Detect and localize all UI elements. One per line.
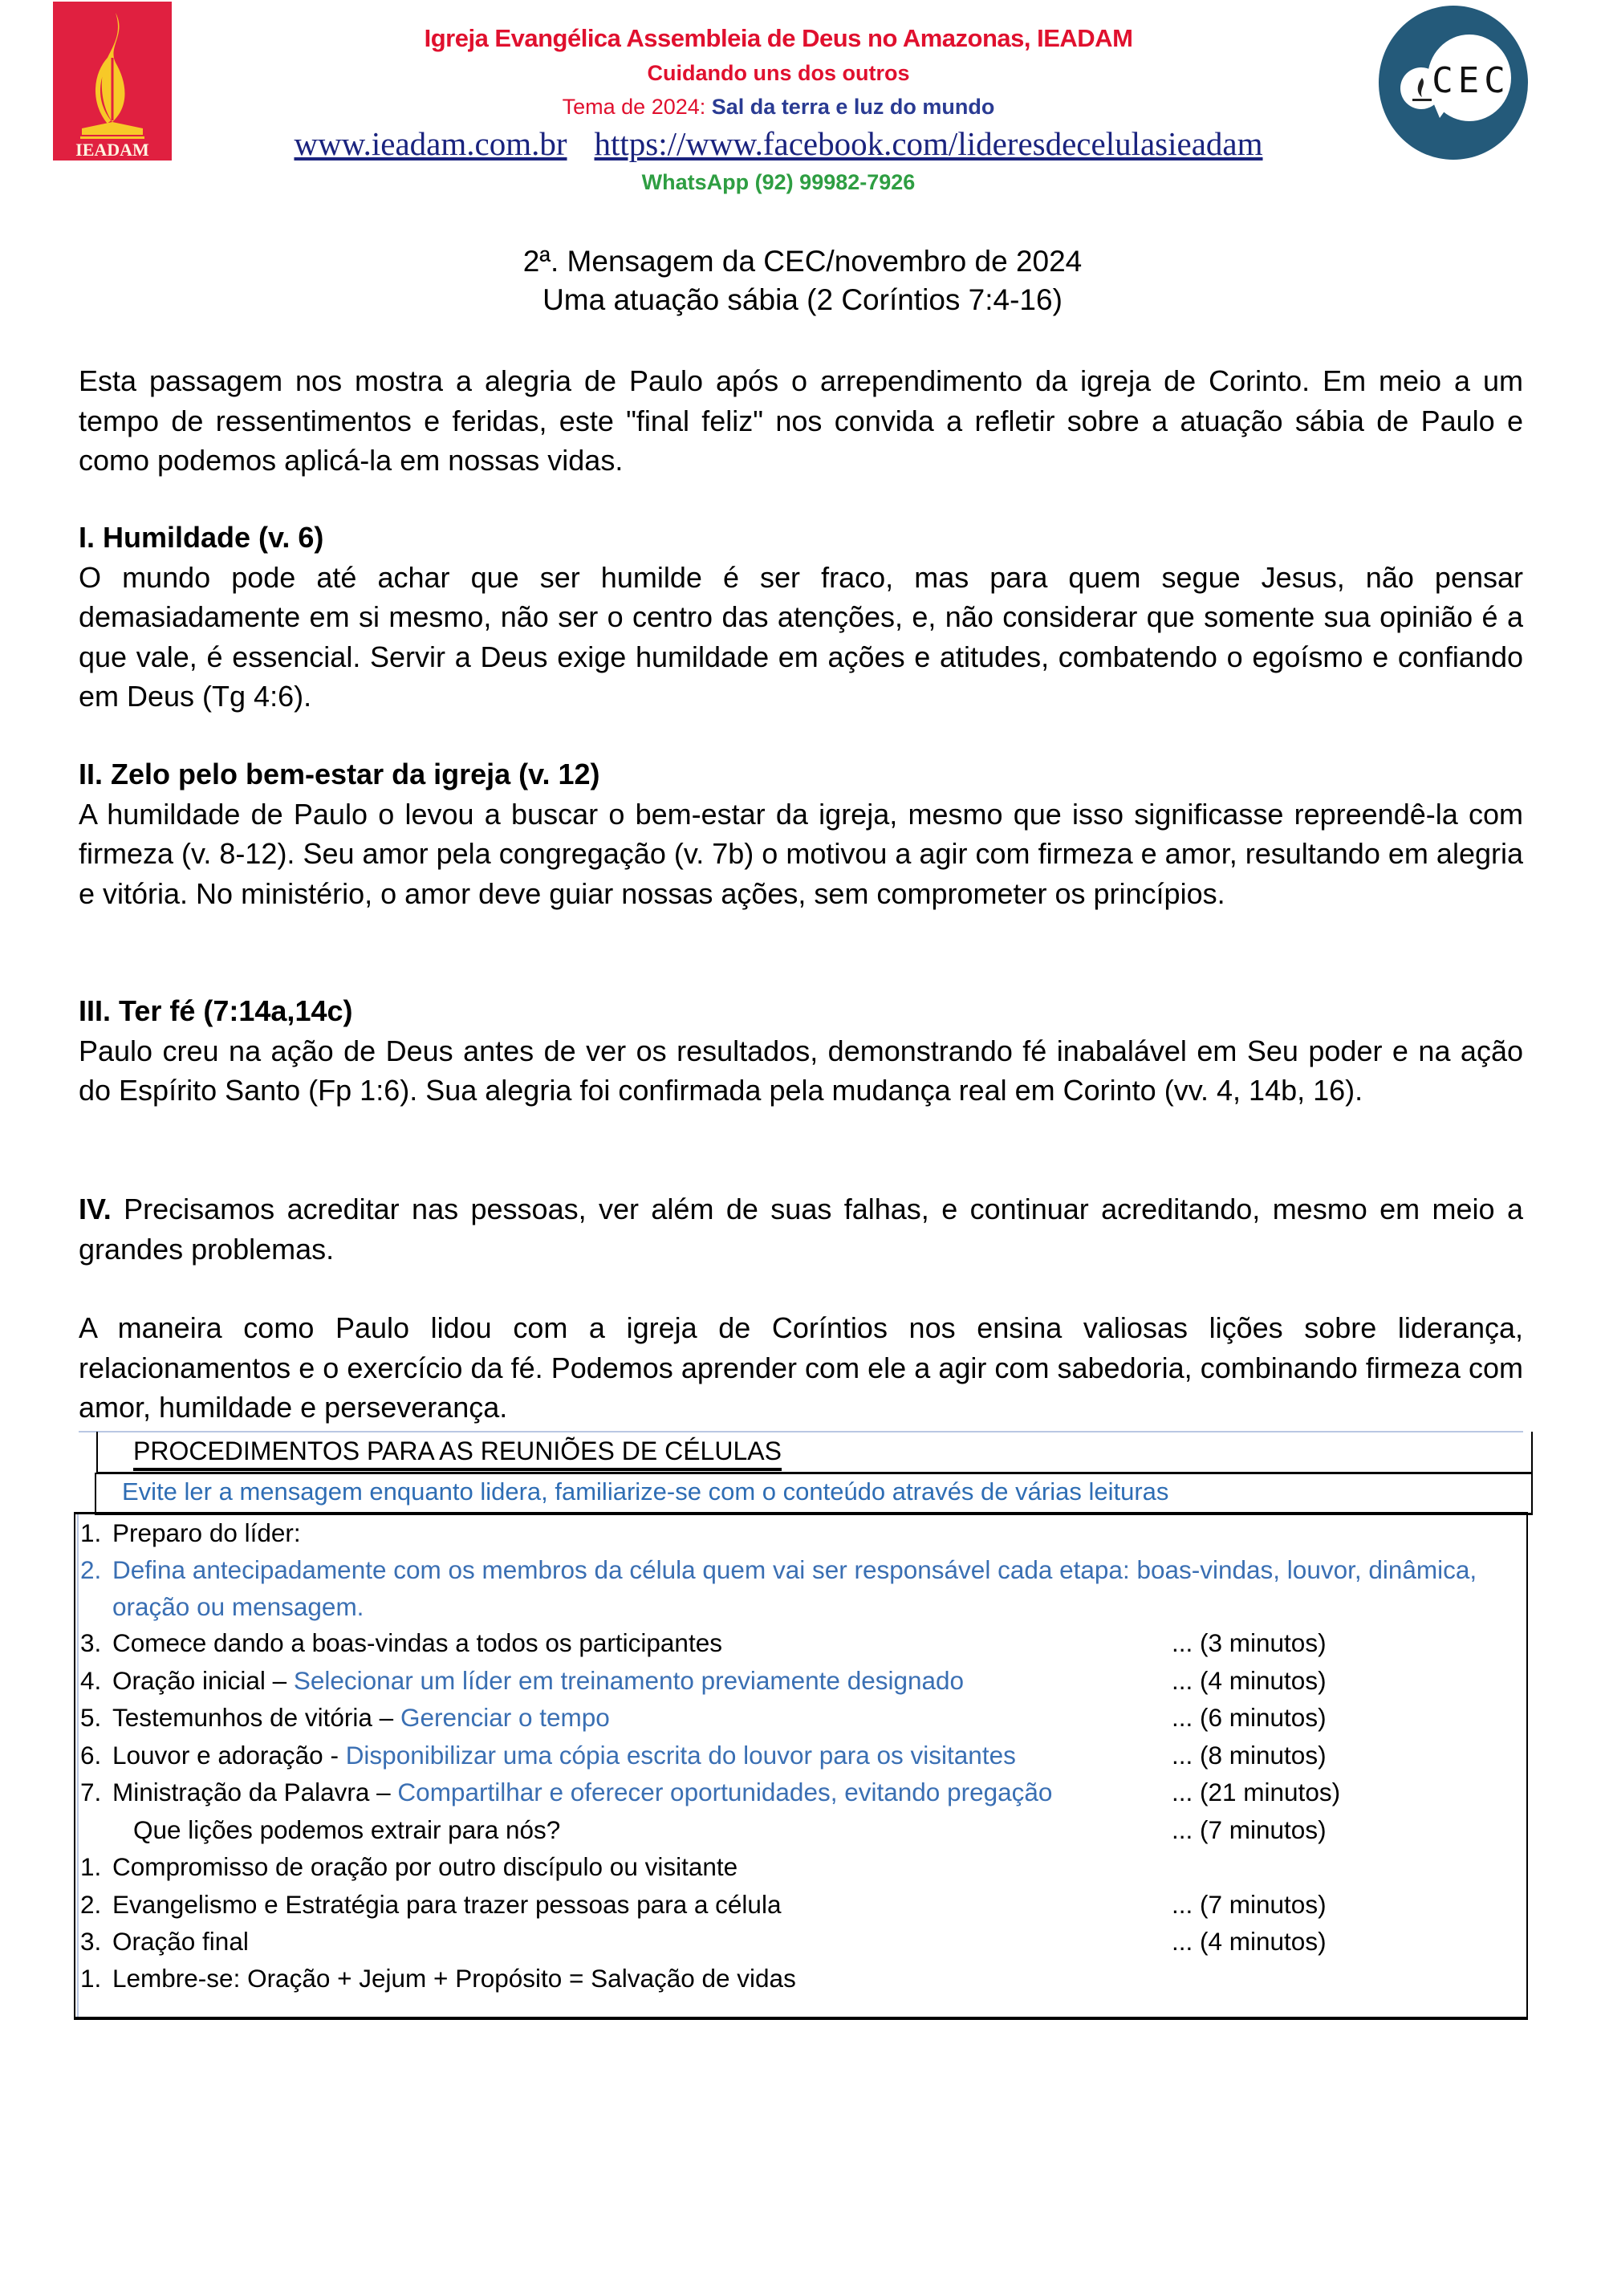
theme-value: Sal da terra e luz do mundo [711, 95, 995, 119]
item-label: Compromisso de oração por outro discípulo ou visitante [112, 1852, 738, 1881]
list-item [80, 1515, 301, 1550]
item-duration: ... (7 minutos) [1172, 1890, 1327, 1919]
cec-logo [1377, 4, 1530, 161]
item-duration: ... (7 minutos) [1172, 1815, 1327, 1844]
section-zelo [79, 754, 1523, 913]
item-detail: Selecionar um líder em treinamento previamente designado [293, 1666, 965, 1695]
flame-bible-icon [53, 2, 172, 161]
message-title: 2ª. Mensagem da CEC/novembro de 2024 [522, 245, 1083, 278]
item-detail: Compartilhar e oferecer oportunidades, evitando pregação [397, 1778, 1053, 1806]
website-link[interactable]: www.ieadam.com.br [294, 125, 567, 162]
item-label: Que lições podemos extrair para nós? [133, 1815, 561, 1844]
section-body: A humildade de Paulo o levou a buscar o bem-estar da igreja, mesmo que isso significasse repreendê-la com firmeza (v. 8-12). Seu amor pela congregação (v. 7b) o motivou a agir com firmeza e amor, resultando em alegria e vitória. No ministério, o amor deve guiar nossas ações, sem comprometer os princípios. [79, 797, 1523, 910]
section-heading: I. Humildade (v. 6) [79, 521, 324, 554]
item-label: Ministração da Palavra – [112, 1778, 398, 1806]
procedures-title: PROCEDIMENTOS PARA AS REUNIÕES DE CÉLULAS [133, 1434, 782, 1471]
item-number: 5. [80, 1703, 102, 1732]
section-iv [79, 1189, 1523, 1269]
organization-name: Igreja Evangélica Assembleia de Deus no Amazonas, IEADAM [424, 24, 1133, 52]
item-label: Comece dando a boas-vindas a todos os participantes [112, 1628, 722, 1657]
section-heading: IV. [79, 1193, 112, 1225]
item-label: oração ou mensagem. [112, 1592, 364, 1621]
item-number: 2. [80, 1555, 102, 1584]
whatsapp-contact: WhatsApp (92) 99982-7926 [641, 170, 916, 194]
item-duration: ... (3 minutos) [1172, 1628, 1327, 1657]
section-heading: II. Zelo pelo bem-estar da igreja (v. 12) [79, 758, 600, 790]
item-label: Defina antecipadamente com os membros da célula quem vai ser responsável cada etapa: boas-vindas, louvor, dinâmica, [112, 1555, 1477, 1584]
item-number: 2. [80, 1890, 102, 1919]
item-label: Oração final [112, 1927, 249, 1956]
item-duration: ... (6 minutos) [1172, 1703, 1327, 1732]
message-subtitle: Uma atuação sábia (2 Coríntios 7:4-16) [542, 283, 1063, 316]
svg-text:IEADAM: IEADAM [75, 140, 149, 160]
item-number: 3. [80, 1927, 102, 1956]
section-body: Paulo creu na ação de Deus antes de ver os resultados, demonstrando fé inabalável em Seu poder e na ação do Espírito Santo (Fp 1:6). Sua alegria foi confirmada pela mudança real em Corinto (vv. 4, 14b, 16). [79, 1034, 1523, 1107]
list-item [80, 1625, 1327, 1660]
item-duration: ... (4 minutos) [1172, 1666, 1327, 1695]
list-item [112, 1589, 364, 1624]
section-humildade [79, 518, 1523, 717]
item-number: 1. [80, 1518, 102, 1547]
speech-bubble-icon [1377, 4, 1530, 161]
list-item [80, 1887, 1327, 1922]
intro-paragraph: Esta passagem nos mostra a alegria de Paulo após o arrependimento da igreja de Corinto. Em meio a um tempo de ressentimentos e feridas, este "final feliz" nos convida a refletir sobre a atuação sábia de Paulo e como podemos aplicá-la em nossas vidas. [79, 364, 1523, 477]
facebook-link[interactable]: https://www.facebook.com/lideresdecelulasieadam [594, 125, 1263, 162]
theme-label: Tema de 2024: [562, 95, 712, 119]
section-body: Precisamos acreditar nas pessoas, ver além de suas falhas, e continuar acreditando, mesmo em meio a grandes problemas. [79, 1193, 1523, 1266]
list-item [80, 1924, 1327, 1959]
item-number: 1. [80, 1964, 102, 1993]
item-duration: ... (8 minutos) [1172, 1741, 1327, 1770]
section-fe [79, 991, 1523, 1111]
section-body: O mundo pode até achar que ser humilde é ser fraco, mas para quem segue Jesus, não pensar demasiadamente em si mesmo, não ser o centro das atenções, e, não considerar que somente sua opinião é a que vale, é essencial. Servir a Deus exige humildade em ações e atitudes, combatendo o egoísmo e confiando em Deus (Tg 4:6). [79, 560, 1523, 713]
list-item [80, 1737, 1327, 1773]
ieadam-logo [53, 2, 172, 161]
item-number: 1. [80, 1852, 102, 1881]
theme-line [185, 95, 1372, 120]
list-item [80, 1961, 796, 1996]
list-item [80, 1774, 1341, 1810]
item-number: 3. [80, 1628, 102, 1657]
item-number: 4. [80, 1666, 102, 1695]
item-label: Louvor e adoração - [112, 1741, 346, 1770]
item-detail: Gerenciar o tempo [400, 1703, 610, 1732]
item-label: Evangelismo e Estratégia para trazer pessoas para a célula [112, 1890, 782, 1919]
list-item [133, 1812, 1327, 1847]
conclusion-paragraph: A maneira como Paulo lidou com a igreja de Coríntios nos ensina valiosas lições sobre liderança, relacionamentos e o exercício da fé. Podemos aprender com ele a agir com sabedoria, combinando firmeza com amor, humildade e perseverança. [79, 1311, 1523, 1424]
item-number: 7. [80, 1778, 102, 1806]
item-label: Testemunhos de vitória – [112, 1703, 400, 1732]
item-label: Lembre-se: Oração + Jejum + Propósito = Salvação de vidas [112, 1964, 796, 1993]
list-item [80, 1849, 737, 1884]
list-item [80, 1700, 1327, 1735]
list-item [80, 1663, 1327, 1698]
item-number: 6. [80, 1741, 102, 1770]
item-duration: ... (4 minutos) [1172, 1927, 1327, 1956]
list-item [80, 1552, 1477, 1587]
item-label: Preparo do líder: [112, 1518, 301, 1547]
svg-text:CEC: CEC [1432, 60, 1510, 101]
item-duration: ... (21 minutos) [1172, 1778, 1341, 1806]
links-line [185, 124, 1372, 163]
section-heading: III. Ter fé (7:14a,14c) [79, 994, 353, 1027]
motto: Cuidando uns dos outros [647, 61, 910, 85]
item-label: Oração inicial – [112, 1666, 294, 1695]
item-detail: Disponibilizar uma cópia escrita do louvor para os visitantes [345, 1741, 1016, 1770]
tip-text: Evite ler a mensagem enquanto lidera, familiarize-se com o conteúdo através de várias leituras [122, 1477, 1169, 1506]
